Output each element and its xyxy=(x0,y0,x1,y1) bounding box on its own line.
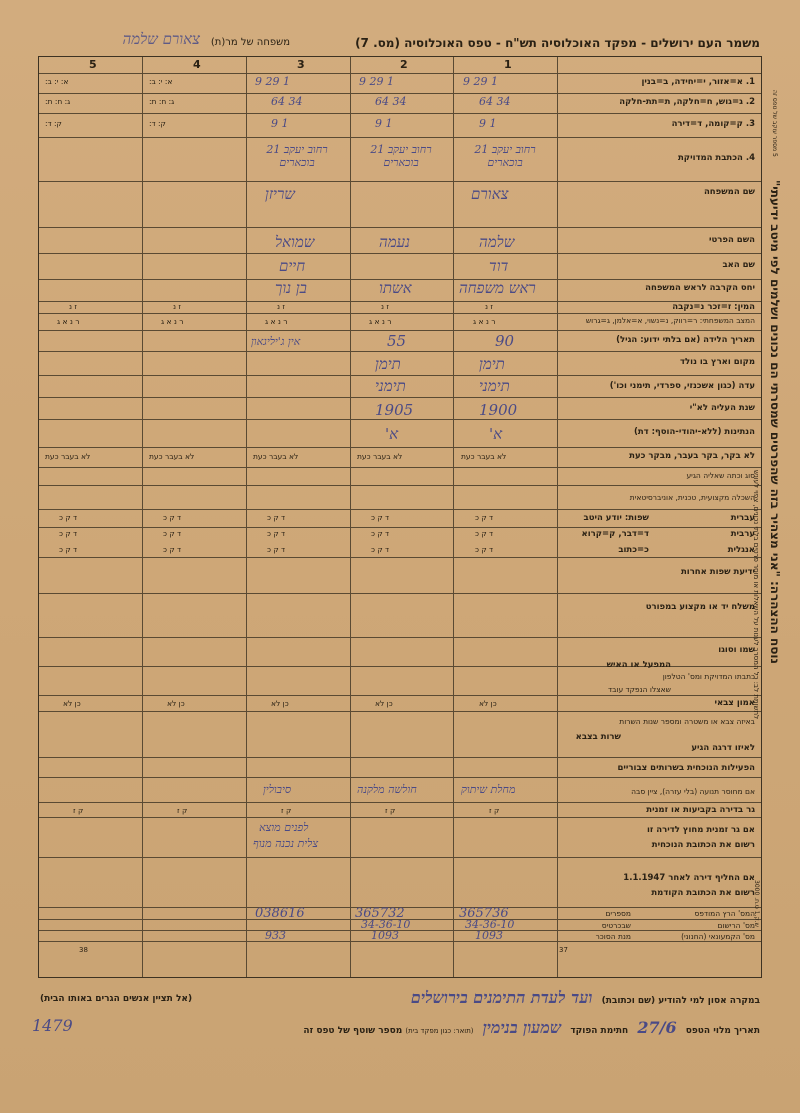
col-divider xyxy=(350,57,351,977)
label-community: עדה (כגון אשכנזי, ספרדי, תימני וכו') xyxy=(609,381,755,391)
opts-lang-c5-2: ד ק כ xyxy=(59,529,78,538)
c1-card: 365736 xyxy=(459,906,509,921)
label-army-head: שרות בצבא xyxy=(575,732,621,742)
label-immobile: אם מחוסר תנועה (בלי עזרה), ציין סבה xyxy=(631,787,755,796)
c3-surname: שריזן xyxy=(265,185,295,203)
c2-block: 34 64 xyxy=(375,95,407,108)
opts-army-c2: כן לא xyxy=(375,699,393,708)
side-warning: לתשומת לב: כל המסרב לענות על השאלות או מוסר פרטים בלתי נכונים, צפוי לעונש xyxy=(752,470,760,720)
c2-nationality: א' xyxy=(385,425,399,443)
opts-lang-c4-3: ד ק כ xyxy=(163,545,182,554)
opts-lang-c5-1: ד ק כ xyxy=(59,513,78,522)
column-number-2: 2 xyxy=(400,58,408,71)
opts-sex-c4: ז נ xyxy=(173,302,181,311)
c3-floor: 1 9 xyxy=(271,117,289,130)
label-public-service: הפעילות הנוכחית בשרותים צבוריים xyxy=(617,763,755,773)
label-english: אנגלית xyxy=(727,545,755,555)
c1-place: תימן xyxy=(479,355,505,373)
c2-aliyah: 1905 xyxy=(375,401,414,419)
opts-sex-c3: ז נ xyxy=(277,302,285,311)
opts-school-c5: לא בעבר כעת xyxy=(45,452,91,461)
label-lang-head3: כ=כתוב xyxy=(618,545,649,555)
c2-birth: 55 xyxy=(387,332,407,350)
column-number-1: 1 xyxy=(504,58,512,71)
label-reg-number: מס' הרישום xyxy=(717,921,755,930)
c1-surname: צאורם xyxy=(471,185,509,203)
opts-army-c1: כן לא xyxy=(479,699,497,708)
label-sugar-head: מנת הסוכר xyxy=(595,932,631,941)
signer-value: שמעון בנימין xyxy=(482,1018,562,1037)
label-school-type: סוג וכתה שאליה הגיע xyxy=(686,471,755,480)
label-lang-head2: ד=דבר, ק=קרוא xyxy=(581,529,649,539)
opts-marital-c5: ר נ א ג xyxy=(57,317,80,326)
opts-marital-c4: ר נ א ג xyxy=(161,317,184,326)
label-prev-addr-b: רשום את הכתובת הקודמת xyxy=(651,888,755,898)
opts-school-c1: לא בעבר כעת xyxy=(461,452,507,461)
c2-place: תימן xyxy=(375,355,401,373)
c1-block: 34 64 xyxy=(479,95,511,108)
opts-lang-c5-3: ד ק כ xyxy=(59,545,78,554)
c2-floor: 1 9 xyxy=(375,117,393,130)
opts-resid-c5: ק ז xyxy=(73,806,84,815)
form-title: משמר העם ירושלים - מפקד האוכלוסיה תש"ח - טפס האוכלוסיה (מס. 7) xyxy=(355,36,760,50)
label-lang-head1: שפות: יודע היטב xyxy=(583,513,649,523)
c3-area: 1 29 9 xyxy=(255,75,290,88)
c1-first-name: שלמה xyxy=(479,233,515,251)
col-divider xyxy=(453,57,454,977)
row-number-38: 38 xyxy=(79,946,88,954)
label-marital: המצב המשפחתי: ר=רווק, נ=נשוי, א=אלמן, ג=גרוש xyxy=(585,316,755,325)
label-area: 1. א=אזור, י=יחידה, ב=בנין xyxy=(641,77,755,87)
c1-community: תימני xyxy=(479,377,510,395)
opts-lang-c4-2: ד ק כ xyxy=(163,529,182,538)
label-residence: גר בדירה בקביעות או זמנית xyxy=(646,805,755,815)
date-label: תאריך מלוי הטפס xyxy=(685,1026,760,1036)
c3-birth: אין ג'יליגאון xyxy=(251,335,301,348)
label-employer-address: כתבתו המדויקת ומס' הטלפון xyxy=(662,672,755,681)
opts-c5-r3: ק: ד: xyxy=(45,119,62,128)
label-relation: יחס הקרבה לראש המשפחה xyxy=(645,283,755,293)
opts-resid-c2: ק ז xyxy=(385,806,396,815)
label-father: שם האב xyxy=(722,260,755,270)
c2-immobile-reason: חולשה מלקנה xyxy=(357,783,417,796)
opts-lang-c1-3: ד ק כ xyxy=(475,545,494,554)
opts-army-c4: כן לא xyxy=(167,699,185,708)
label-higher-ed: השכלה מקצועית, טכנית, אוניברסיטאית xyxy=(629,493,755,502)
c2-address: רחוב יעקב 21 בוכארים xyxy=(370,143,432,169)
signer-note: (תואר: כגון מפקד בית) xyxy=(405,1027,474,1035)
opts-sex-c5: ז נ xyxy=(69,302,77,311)
opts-lang-c3-3: ד ק כ xyxy=(267,545,286,554)
label-employer-head2: שאצלו הנפקד עובד xyxy=(607,685,671,694)
label-prev-addr-a: אם החליף דירה לאחר 1.1.1947 xyxy=(623,873,755,883)
side-declaration: נוסח ההצהרה: "אני מצהיר בזה שהפרטים שמסרתי הם נכונים ושלמים לפי מיטב ידיעתי" xyxy=(768,180,782,664)
label-occupation: משלח יד או מקצוע במפורט xyxy=(645,602,755,612)
label-other-langs: ידיעת שפות אחרות xyxy=(680,567,755,577)
opts-army-c3: כן לא xyxy=(271,699,289,708)
c1-address: רחוב יעקב 21 בוכארים xyxy=(474,143,536,169)
form-serial-number: 1479 xyxy=(32,1016,73,1035)
date-value: 27/6 xyxy=(637,1018,677,1037)
opts-marital-c1: ר נ א ג xyxy=(473,317,496,326)
footer-signature xyxy=(303,1018,760,1038)
shared-label: מספר שוטף של טפס זה xyxy=(303,1026,403,1036)
label-birthdate: תאריך הלידה (אם בלתי ידוע: הגיל) xyxy=(616,335,755,345)
emergency-note: (אל תציין אנשים הגרים באותו הבית) xyxy=(40,994,193,1004)
column-number-3: 3 xyxy=(297,58,305,71)
c3-block: 34 64 xyxy=(271,95,303,108)
column-number-4: 4 xyxy=(193,58,201,71)
opts-resid-c1: ק ז xyxy=(489,806,500,815)
opts-marital-c3: ר נ א ג xyxy=(265,317,288,326)
opts-school-c2: לא בעבר כעת xyxy=(357,452,403,461)
c3-address: רחוב יעקב 21 בוכארים xyxy=(266,143,328,169)
opts-c4-r2: ג: ח: ת: xyxy=(149,97,175,106)
family-name-handwritten: צאורם שלמה xyxy=(122,30,200,48)
label-arabic: ערבית xyxy=(730,529,755,539)
family-label: משפחה של מר(ת) xyxy=(210,37,290,48)
label-school: לא בקר, בקר בעבר, מבקר כעת xyxy=(629,451,755,461)
opts-lang-c3-1: ד ק כ xyxy=(267,513,286,522)
label-army-rank: לאיזו דרגה הגיע xyxy=(691,743,755,753)
col-divider xyxy=(557,57,558,977)
side-printer-mark: ש.ק.1 ט.ח. 3000 xyxy=(753,880,760,927)
c1-reg: 34-36-10 xyxy=(465,918,515,931)
opts-school-c3: לא בעבר כעת xyxy=(253,452,299,461)
opts-lang-c1-2: ד ק כ xyxy=(475,529,494,538)
c1-father: דוד xyxy=(489,257,509,275)
label-address: 4. הכתבת המדויקת xyxy=(678,153,755,163)
opts-lang-c4-1: ד ק כ xyxy=(163,513,182,522)
c3-card: 038616 xyxy=(255,906,305,921)
label-block: 2. ג=גוש, ח=חלקה, ת=תת-חלקה xyxy=(619,97,755,107)
c3-shop: 933 xyxy=(265,929,286,942)
opts-sex-c1: ז נ xyxy=(485,302,493,311)
opts-lang-c2-3: ד ק כ xyxy=(371,545,390,554)
label-first-name: השם הפרטי xyxy=(709,235,755,245)
row-number-37: 37 xyxy=(559,946,568,954)
label-nationality: הנתינות (ללא-יהודי-הוסף: דת) xyxy=(633,427,755,437)
opts-resid-c3: ק ז xyxy=(281,806,292,815)
label-army: אמון צבאי xyxy=(714,698,755,708)
label-birthplace: מקום וארץ בו נולד xyxy=(680,357,755,367)
c3-temp-addr-1: לפנים מוצא xyxy=(259,821,309,834)
emergency-value: ועד לעדת התימנים בירושלים xyxy=(410,988,593,1007)
census-grid xyxy=(38,56,762,978)
label-surname: שם המשפחה xyxy=(703,187,755,197)
c1-shop: 1093 xyxy=(475,929,503,942)
label-floor: 3. ק=קומה, ד=דירה xyxy=(671,119,755,129)
opts-c4-r3: ק: ד: xyxy=(149,119,166,128)
c2-relation: אשתו xyxy=(379,279,412,297)
c2-card: 365732 xyxy=(355,906,405,921)
c1-nationality: א' xyxy=(489,425,503,443)
col-divider xyxy=(246,57,247,977)
c3-father: חיים xyxy=(279,257,306,275)
opts-lang-c1-1: ד ק כ xyxy=(475,513,494,522)
form-header xyxy=(40,30,760,54)
c3-relation: בן נוך xyxy=(275,279,307,297)
signer-label: חתימת הפוקד xyxy=(570,1026,629,1036)
c2-reg: 34-36-10 xyxy=(361,918,411,931)
opts-c4-r1: א: י: ב: xyxy=(149,77,173,86)
label-numbers-head2: שבכרטיס xyxy=(601,921,631,930)
c3-immobile-reason: סיבולין xyxy=(263,783,292,796)
c1-birth: 90 xyxy=(495,332,515,350)
opts-lang-c2-1: ד ק כ xyxy=(371,513,390,522)
col-divider xyxy=(142,57,143,977)
opts-lang-c2-2: ד ק כ xyxy=(371,529,390,538)
label-card-number: המס' הרץ המודפס xyxy=(694,909,755,918)
c1-area: 1 29 9 xyxy=(463,75,498,88)
opts-c5-r2: ג: ח: ת: xyxy=(45,97,71,106)
label-temp-addr-a: אם גר זמנית מחוץ לדירה זו xyxy=(647,825,755,835)
opts-marital-c2: ר נ א ג xyxy=(369,317,392,326)
label-shop-number: מס' הקמעונאי (החנוני) xyxy=(681,932,755,941)
opts-sex-c2: ז נ xyxy=(381,302,389,311)
c2-area: 1 29 9 xyxy=(359,75,394,88)
emergency-label: במקרה אסון למי להודיע (שם וכתובת) xyxy=(601,996,760,1006)
label-sex: המין: ז=זכר נ=נקבה xyxy=(672,302,755,312)
c3-temp-addr-2: צלית נכנה מנוף xyxy=(253,837,319,850)
label-employer-head: המפעל או האיש xyxy=(606,660,671,670)
c1-floor: 1 9 xyxy=(479,117,497,130)
opts-army-c5: כן לא xyxy=(63,699,81,708)
label-aliyah-year: שנת העליה לא"י xyxy=(689,403,755,413)
c2-shop: 1093 xyxy=(371,929,399,942)
side-serial-note: 5 מספר עוקב של טפס זה xyxy=(771,90,778,157)
opts-c5-r1: א: י: ב: xyxy=(45,77,69,86)
c1-relation: ראש משפחה xyxy=(459,279,536,297)
label-numbers-head: מספרים xyxy=(605,909,631,918)
c3-first-name: שמואל xyxy=(275,233,315,251)
opts-school-c4: לא בעבר כעת xyxy=(149,452,195,461)
label-temp-addr-b: רשום את הכתובת הנוכחית xyxy=(651,840,755,850)
label-hebrew: עברית xyxy=(730,513,755,523)
opts-lang-c3-2: ד ק כ xyxy=(267,529,286,538)
opts-resid-c4: ק ז xyxy=(177,806,188,815)
label-army-which: באיזה צבא או משטרה ומספר שנות השרות xyxy=(619,717,755,726)
label-employer-name: שמו וסוגו xyxy=(718,645,755,655)
c1-immobile-reason: מחלת שיתוק xyxy=(461,783,516,796)
c2-community: תימני xyxy=(375,377,406,395)
c2-first-name: נעמה xyxy=(379,233,411,251)
footer-emergency xyxy=(405,988,760,1008)
c1-aliyah: 1900 xyxy=(479,401,518,419)
column-number-5: 5 xyxy=(89,58,97,71)
